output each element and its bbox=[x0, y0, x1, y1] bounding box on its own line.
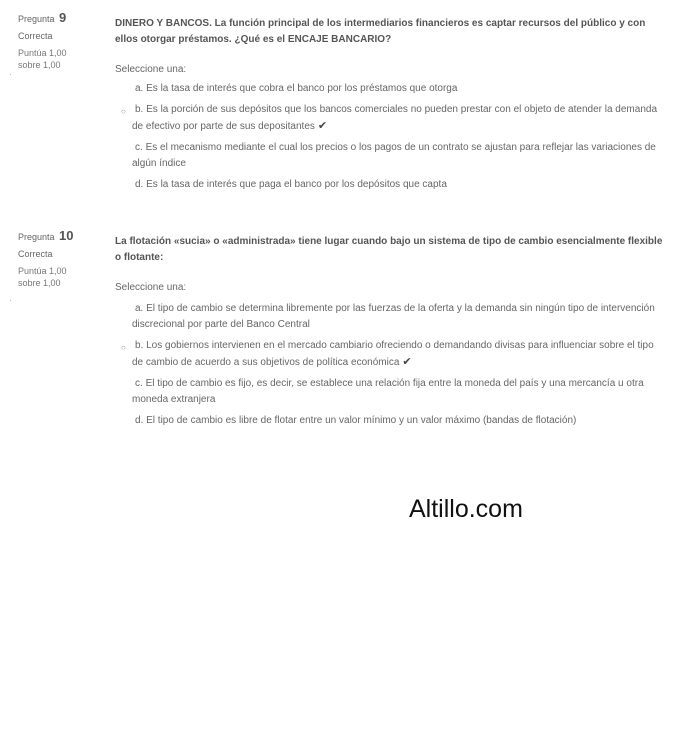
decorative-dot bbox=[10, 300, 11, 301]
check-icon: ✔ bbox=[402, 356, 412, 368]
option-text: Es la tasa de interés que paga el banco por los depósitos que capta bbox=[146, 179, 447, 190]
check-icon: ✔ bbox=[317, 120, 328, 132]
radio-selected-icon[interactable]: ○ bbox=[121, 107, 126, 116]
answer-option-c[interactable] bbox=[115, 140, 667, 172]
answer-option-a[interactable] bbox=[115, 81, 667, 97]
answer-option-b[interactable] bbox=[115, 102, 667, 135]
question-grade bbox=[18, 47, 98, 71]
option-text: El tipo de cambio se determina libremente por las fuerzas de la oferta y la demanda sin ningún tipo de intervención discrecional por parte del Banco Central bbox=[132, 303, 655, 330]
option-text: El tipo de cambio es libre de flotar entre un valor mínimo y un valor máximo (bandas de flotación) bbox=[146, 415, 577, 426]
question-state: Correcta bbox=[18, 31, 53, 41]
answer-option-b[interactable] bbox=[115, 338, 667, 371]
question-number-label bbox=[18, 10, 98, 25]
option-letter: b. bbox=[135, 104, 144, 115]
radio-selected-icon[interactable]: ○ bbox=[121, 343, 126, 352]
option-letter: c. bbox=[135, 142, 143, 153]
answer-option-a[interactable] bbox=[115, 301, 667, 333]
option-letter: d. bbox=[135, 415, 144, 426]
question-content bbox=[115, 16, 667, 198]
answer-option-d[interactable] bbox=[115, 177, 667, 193]
question-label: Pregunta bbox=[18, 14, 55, 24]
question-number: 9 bbox=[59, 10, 67, 25]
question-info bbox=[18, 10, 98, 71]
option-text: Los gobiernos intervienen en el mercado cambiario ofreciendo o demandando divisas para influenciar sobre el tipo de cambio de acuerdo a sus objetivos de política económica bbox=[132, 340, 654, 368]
question-info bbox=[18, 228, 98, 289]
answer-list bbox=[115, 301, 667, 429]
option-letter: b. bbox=[135, 340, 144, 351]
question-text: DINERO Y BANCOS. La función principal de los intermediarios financieros es captar recursos del público y con ellos otorgar préstamos. ¿Qué es el ENCAJE BANCARIO? bbox=[115, 18, 646, 45]
option-letter: c. bbox=[135, 378, 143, 389]
option-letter: d. bbox=[135, 179, 144, 190]
question-label: Pregunta bbox=[18, 232, 55, 242]
grade-line-2: sobre 1,00 bbox=[18, 278, 61, 288]
decorative-dot bbox=[10, 74, 11, 75]
option-text: Es la porción de sus depósitos que los bancos comerciales no pueden prestar con el objeto de atender la demanda de efectivo por parte de sus depositantes bbox=[132, 104, 658, 132]
answer-option-c[interactable] bbox=[115, 376, 667, 408]
question-text: La flotación «sucia» o «administrada» tiene lugar cuando bajo un sistema de tipo de cambio esencialmente flexible o flotante: bbox=[115, 236, 663, 263]
grade-line-2: sobre 1,00 bbox=[18, 60, 61, 70]
question-content bbox=[115, 234, 667, 434]
grade-line-1: Puntúa 1,00 bbox=[18, 48, 67, 58]
answer-prompt: Seleccione una: bbox=[115, 282, 187, 293]
question-number-label bbox=[18, 228, 98, 243]
question-state: Correcta bbox=[18, 249, 53, 259]
option-letter: a. bbox=[135, 83, 144, 94]
watermark: Altillo.com bbox=[409, 495, 523, 523]
answer-prompt: Seleccione una: bbox=[115, 64, 187, 75]
option-text: El tipo de cambio es fijo, es decir, se establece una relación fija entre la moneda del país y una mercancía u otra moneda extranjera bbox=[132, 378, 644, 405]
option-text: Es el mecanismo mediante el cual los precios o los pagos de un contrato se ajustan para reflejar las variaciones de algún índice bbox=[132, 142, 656, 169]
answer-option-d[interactable] bbox=[115, 413, 667, 429]
grade-line-1: Puntúa 1,00 bbox=[18, 266, 67, 276]
option-text: Es la tasa de interés que cobra el banco por los préstamos que otorga bbox=[146, 83, 458, 94]
answer-list bbox=[115, 81, 667, 193]
question-number: 10 bbox=[59, 228, 74, 243]
question-grade bbox=[18, 265, 98, 289]
option-letter: a. bbox=[135, 303, 144, 314]
